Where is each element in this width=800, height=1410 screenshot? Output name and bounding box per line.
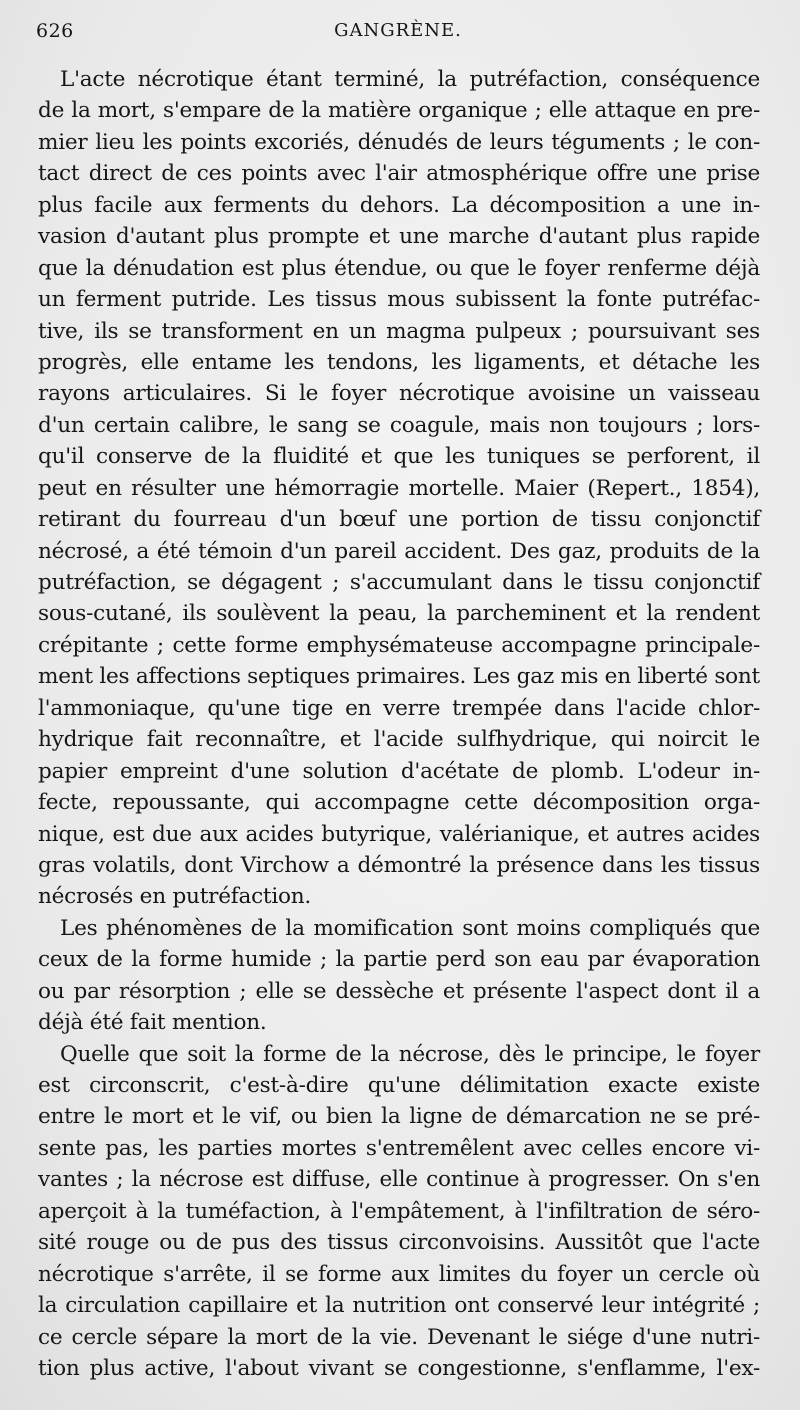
- text-line: progrès, elle entame les tendons, les ligaments, et détache les: [38, 349, 760, 375]
- text-line: sente pas, les parties mortes s'entremêlent avec celles encore vi-: [38, 1135, 760, 1161]
- text-line: ou par résorption ; elle se dessèche et présente l'aspect dont il a: [38, 978, 760, 1004]
- text-line: fecte, repoussante, qui accompagne cette décomposition orga-: [38, 790, 760, 816]
- paragraph: [38, 913, 760, 1039]
- text-line: est circonscrit, c'est-à-dire qu'une délimitation exacte existe: [38, 1073, 760, 1098]
- text-line: entre le mort et le vif, ou bien la ligne de démarcation ne se pré-: [38, 1104, 760, 1130]
- text-line: mier lieu les points excoriés, dénudés de leurs téguments ; le con-: [38, 129, 760, 155]
- text-line: papier empreint d'une solution d'acétate de plomb. L'odeur in-: [38, 758, 760, 784]
- text-line: un ferment putride. Les tissus mous subissent la fonte putréfac-: [38, 287, 760, 313]
- text-line: de la mort, s'empare de la matière organique ; elle attaque en pre-: [38, 98, 760, 124]
- text-line: Les phénomènes de la momification sont moins compliqués que: [60, 915, 760, 941]
- text-line: ment les affections septiques primaires. Les gaz mis en liberté sont: [38, 664, 760, 690]
- body-text: [38, 64, 760, 1384]
- text-line: Quelle que soit la forme de la nécrose, dès le principe, le foyer: [60, 1041, 760, 1067]
- text-line: putréfaction, se dégagent ; s'accumulant dans le tissu conjonctif: [38, 570, 760, 595]
- text-line: nique, est due aux acides butyrique, valérianique, et autres acides: [38, 821, 760, 847]
- text-line: nécrotique s'arrête, il se forme aux limites du foyer un cercle où: [38, 1261, 760, 1287]
- text-line: tion plus active, l'about vivant se congestionne, s'enflamme, l'ex-: [38, 1355, 760, 1381]
- text-line: vantes ; la nécrose est diffuse, elle continue à progresser. On s'en: [38, 1167, 760, 1193]
- running-head: GANGRÈNE.: [334, 20, 462, 41]
- text-line: retirant du fourreau d'un bœuf une portion de tissu conjonctif: [38, 507, 760, 533]
- text-line: vasion d'autant plus prompte et une marche d'autant plus rapide: [38, 224, 760, 250]
- text-line: aperçoit à la tuméfaction, à l'empâtement, à l'infiltration de séro-: [38, 1198, 760, 1224]
- page-number: 626: [36, 20, 74, 42]
- text-line: rayons articulaires. Si le foyer nécrotique avoisine un vaisseau: [38, 381, 760, 407]
- text-line: nécrosés en putréfaction.: [38, 884, 312, 910]
- text-line: plus facile aux ferments du dehors. La décomposition a une in-: [38, 192, 760, 218]
- text-line: peut en résulter une hémorragie mortelle. Maier (Repert., 1854),: [38, 475, 760, 501]
- text-line: tact direct de ces points avec l'air atmosphérique offre une prise: [38, 161, 760, 187]
- text-line: hydrique fait reconnaître, et l'acide sulfhydrique, qui noircit le: [38, 727, 760, 753]
- text-line: que la dénudation est plus étendue, ou que le foyer renferme déjà: [38, 255, 760, 281]
- text-line: ce cercle sépare la mort de la vie. Devenant le siége d'une nutri-: [38, 1324, 760, 1350]
- text-line: d'un certain calibre, le sang se coagule, mais non toujours ; lors-: [38, 412, 760, 438]
- text-line: la circulation capillaire et la nutrition ont conservé leur intégrité ;: [38, 1293, 760, 1319]
- text-line: ceux de la forme humide ; la partie perd son eau par évaporation: [38, 947, 760, 973]
- text-line: sité rouge ou de pus des tissus circonvoisins. Aussitôt que l'acte: [38, 1230, 760, 1256]
- paragraph: [38, 1039, 760, 1385]
- text-line: nécrosé, a été témoin d'un pareil accident. Des gaz, produits de la: [38, 538, 760, 564]
- page-header: [36, 16, 760, 50]
- text-line: qu'il conserve de la fluidité et que les tuniques se perforent, il: [38, 444, 760, 470]
- text-line: gras volatils, dont Virchow a démontré la présence dans les tissus: [38, 852, 760, 878]
- text-line: L'acte nécrotique étant terminé, la putréfaction, conséquence: [60, 67, 760, 92]
- text-line: crépitante ; cette forme emphysémateuse accompagne principale-: [38, 632, 760, 658]
- text-line: l'ammoniaque, qu'une tige en verre trempée dans l'acide chlor-: [38, 695, 760, 721]
- paragraph: [38, 64, 760, 913]
- text-line: tive, ils se transforment en un magma pulpeux ; poursuivant ses: [38, 318, 760, 344]
- text-line: sous-cutané, ils soulèvent la peau, la parcheminent et la rendent: [38, 601, 760, 627]
- text-line: déjà été fait mention.: [38, 1010, 267, 1036]
